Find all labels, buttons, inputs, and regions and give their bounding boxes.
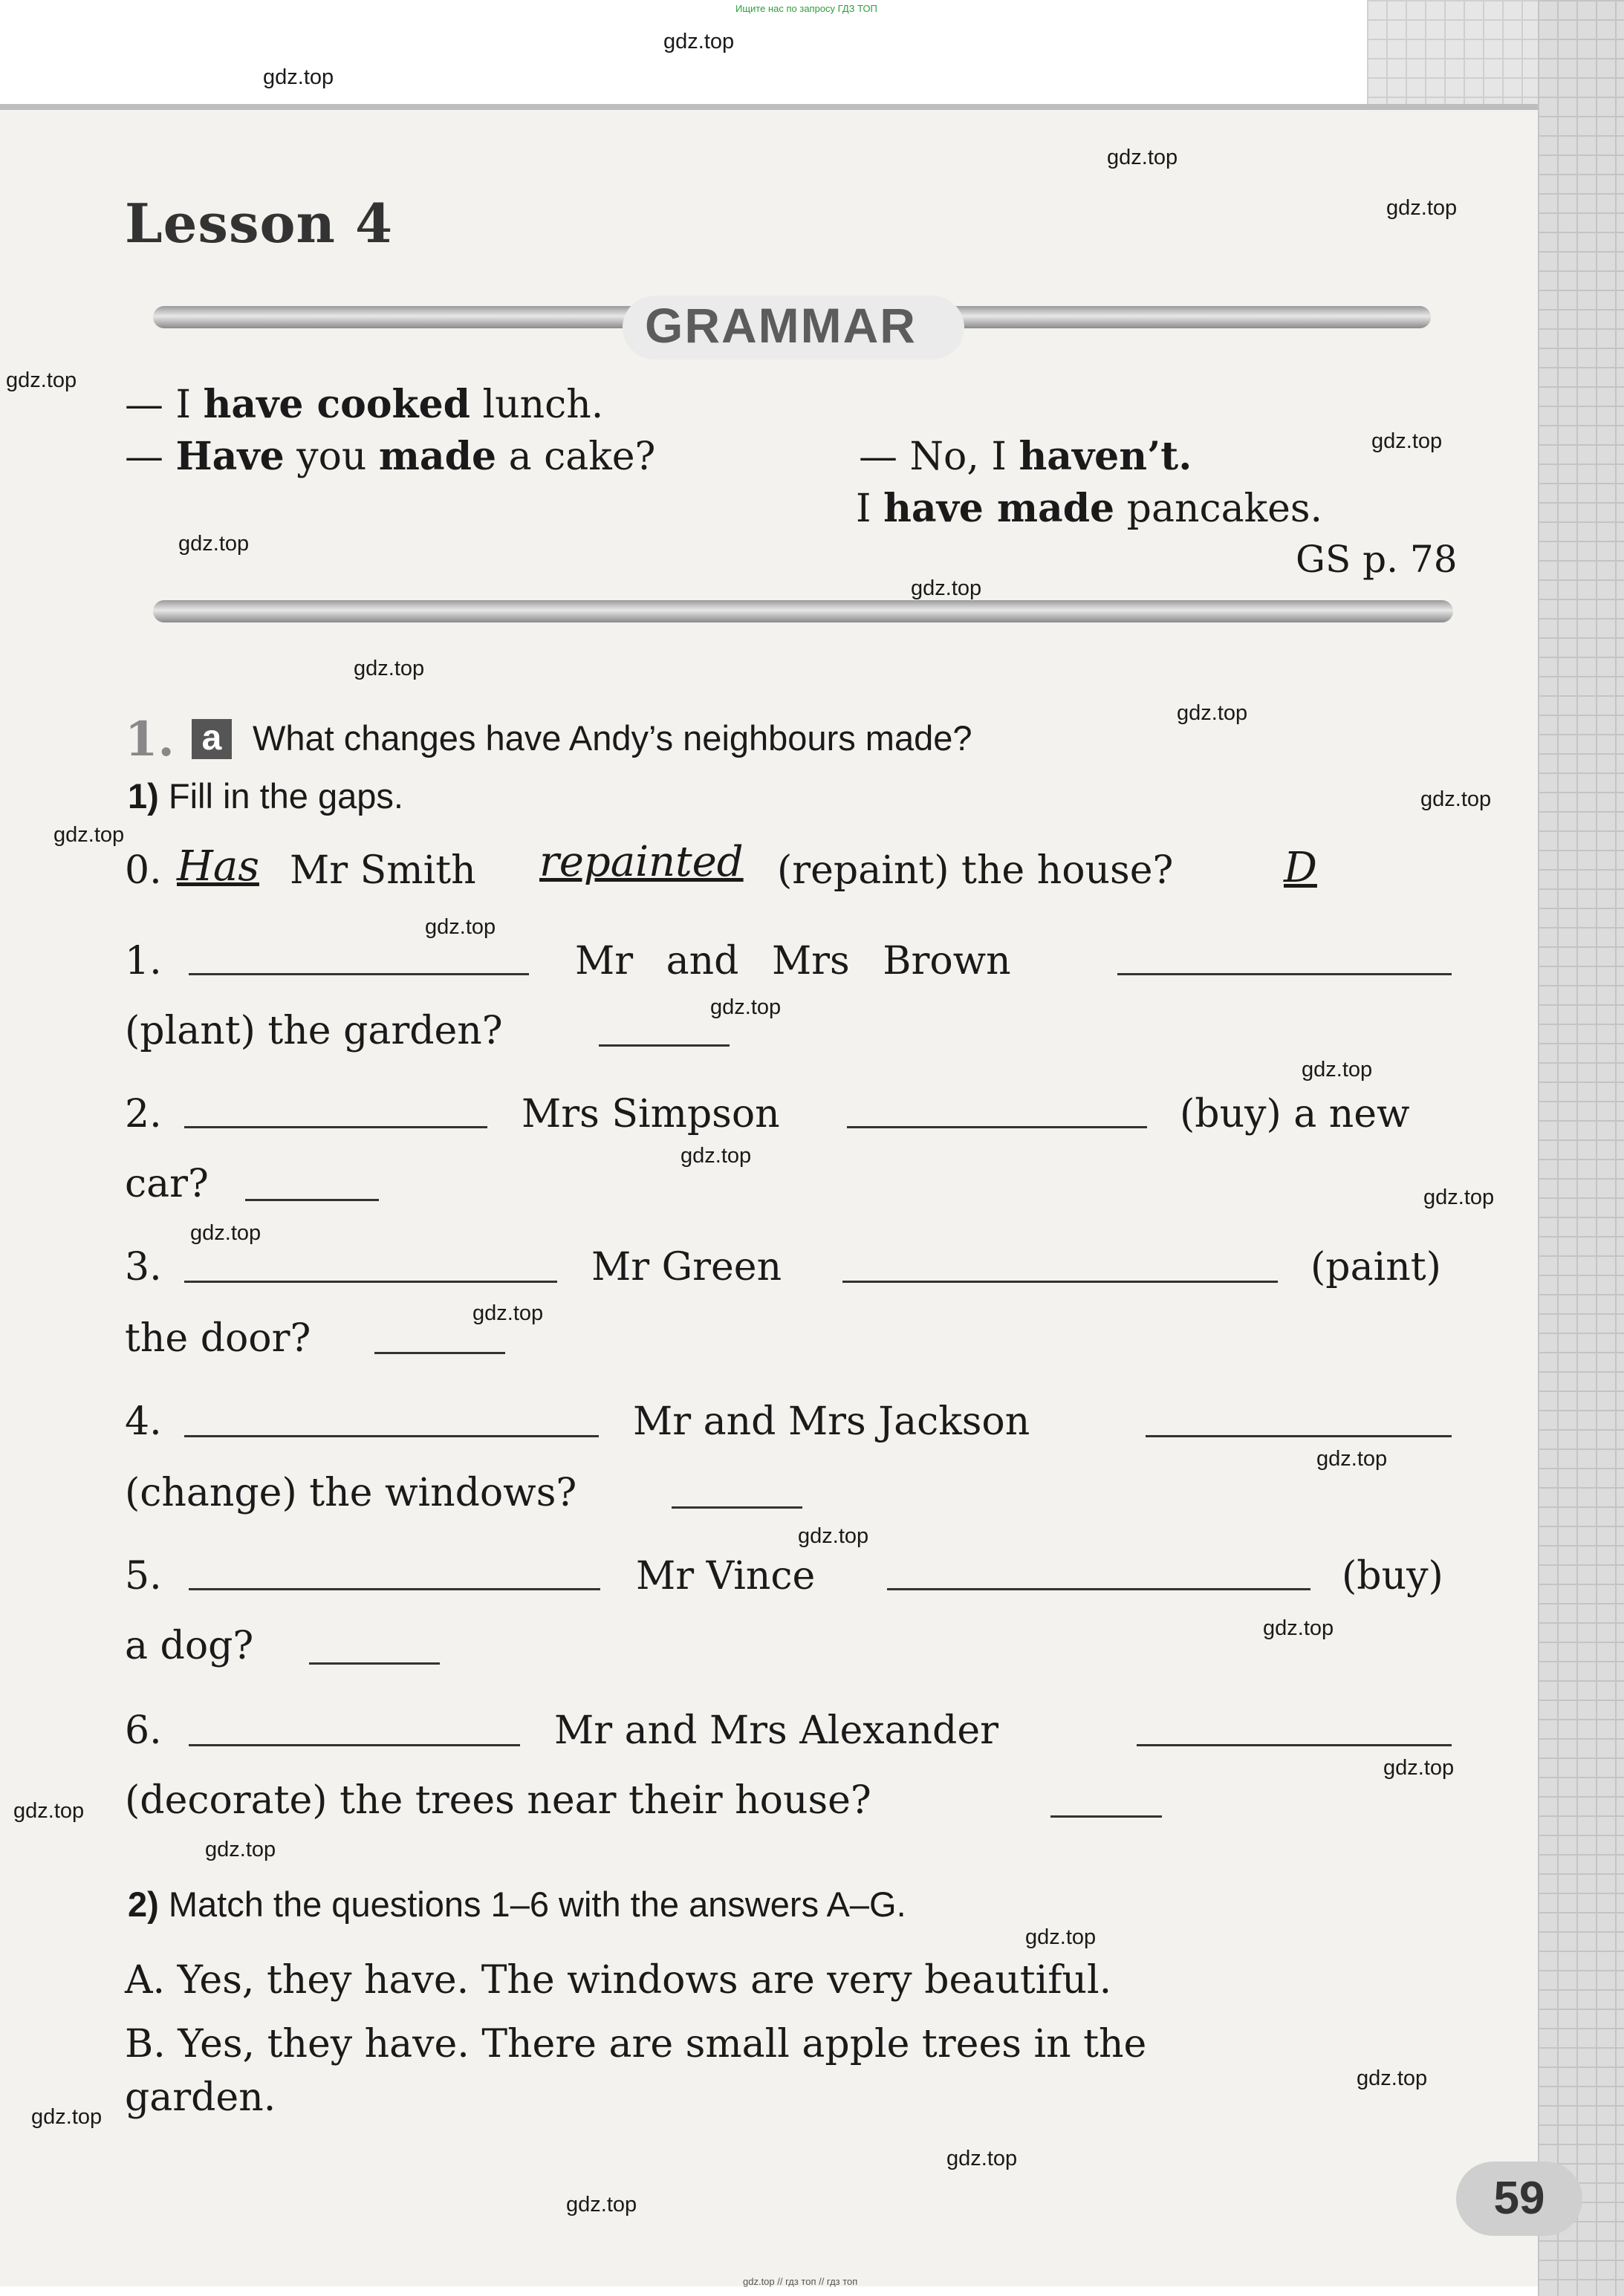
grammar-bar-bottom <box>153 600 1453 622</box>
letter-blank[interactable] <box>374 1352 505 1354</box>
top-banner: Ищите нас по запросу ГДЗ ТОП <box>735 3 877 14</box>
watermark: gdz.top <box>681 1144 752 1168</box>
short-answer: — No, I <box>859 435 1007 479</box>
answer-blank[interactable] <box>1117 973 1452 975</box>
grammar-example-1 <box>125 382 603 427</box>
watermark: gdz.top <box>566 2193 637 2217</box>
watermark: gdz.top <box>205 1838 276 1861</box>
answer-blank[interactable] <box>842 1281 1278 1283</box>
letter-blank[interactable] <box>245 1199 379 1201</box>
watermark: gdz.top <box>1107 146 1178 169</box>
answer-blank[interactable] <box>887 1588 1310 1590</box>
example-answer-has: Has <box>177 842 259 891</box>
watermark: gdz.top <box>1383 1756 1455 1780</box>
item-verb-hint: (buy) <box>1342 1554 1443 1599</box>
answer-blank[interactable] <box>189 1744 520 1746</box>
letter-blank[interactable] <box>309 1662 440 1665</box>
watermark: gdz.top <box>1420 787 1492 811</box>
watermark: gdz.top <box>1423 1186 1495 1209</box>
watermark: gdz.top <box>798 1524 869 1548</box>
item-number: 1. <box>125 939 162 983</box>
part1-number: 1) <box>128 776 159 816</box>
answer-blank[interactable] <box>1146 1435 1452 1437</box>
watermark: gdz.top <box>31 2105 103 2129</box>
pronoun: I <box>175 383 192 427</box>
dash: — <box>125 383 163 427</box>
lesson-title: Lesson 4 <box>125 192 394 255</box>
answer-blank[interactable] <box>184 1126 487 1128</box>
watermark: gdz.top <box>1302 1058 1373 1082</box>
side-grid-decoration <box>1538 0 1624 2296</box>
page-number: 59 <box>1493 2173 1545 2224</box>
verb-havent: haven’t. <box>1019 434 1192 479</box>
watermark: gdz.top <box>1371 429 1443 453</box>
item-verb-hint: (paint) <box>1310 1245 1441 1290</box>
item-subject: Mr Vince <box>636 1554 816 1599</box>
answer-blank[interactable] <box>184 1281 557 1283</box>
watermark: gdz.top <box>53 823 125 847</box>
verb-have: Have <box>175 434 285 479</box>
object: a cake? <box>508 435 656 479</box>
example-number: 0. <box>125 848 162 893</box>
pronoun: I <box>856 487 871 531</box>
object: lunch. <box>482 383 604 427</box>
answer-b: B. Yes, they have. There are small apple trees in the <box>125 2022 1147 2066</box>
writing-task-icon: a <box>192 719 232 759</box>
item-verb-hint: (change) the windows? <box>125 1471 577 1515</box>
answer-blank[interactable] <box>184 1435 599 1437</box>
item-number: 4. <box>125 1399 162 1444</box>
watermark: gdz.top <box>263 65 334 89</box>
dash: — <box>125 435 163 479</box>
item-subject: Mr and Mrs Alexander <box>554 1708 998 1753</box>
grammar-reference: GS p. 78 <box>1296 538 1458 581</box>
part2-instruction <box>128 1884 906 1925</box>
watermark: gdz.top <box>6 368 77 392</box>
part2-number: 2) <box>128 1884 159 1924</box>
item-subject: Mr Green <box>591 1245 782 1290</box>
answer-blank[interactable] <box>189 973 529 975</box>
watermark: gdz.top <box>663 30 735 53</box>
item-number: 2. <box>125 1092 162 1136</box>
part1-instruction <box>128 775 403 816</box>
watermark: gdz.top <box>911 576 982 600</box>
letter-blank[interactable] <box>1050 1815 1162 1818</box>
verb-form: have cooked <box>203 382 471 427</box>
item-continuation: a dog? <box>125 1624 254 1668</box>
item-number: 5. <box>125 1554 162 1599</box>
pronoun: you <box>296 435 367 479</box>
item-number: 6. <box>125 1708 162 1753</box>
watermark: gdz.top <box>1263 1616 1334 1640</box>
watermark: gdz.top <box>710 995 782 1019</box>
example-subject: Mr Smith <box>290 848 476 893</box>
verb-made: made <box>378 434 497 479</box>
grammar-label: GRAMMAR <box>645 298 917 353</box>
watermark: gdz.top <box>1316 1447 1388 1471</box>
part1-text: Fill in the gaps. <box>168 776 403 816</box>
part2-text: Match the questions 1–6 with the answers A–G. <box>168 1884 906 1924</box>
object: pancakes. <box>1126 487 1323 531</box>
exercise-number: 1. <box>125 712 175 767</box>
example-answer-verb: repainted <box>539 838 744 886</box>
watermark: gdz.top <box>190 1221 262 1245</box>
watermark: gdz.top <box>472 1301 544 1325</box>
item-verb-hint: (buy) a new <box>1180 1092 1410 1136</box>
watermark: gdz.top <box>178 532 250 556</box>
watermark: gdz.top <box>425 915 496 939</box>
grammar-example-3 <box>856 486 1322 531</box>
item-continuation: car? <box>125 1162 209 1206</box>
watermark: gdz.top <box>1177 701 1248 725</box>
watermark: gdz.top <box>354 657 425 680</box>
item-subject: Mr and Mrs Jackson <box>633 1399 1030 1444</box>
answer-b-continuation: garden. <box>125 2075 276 2120</box>
watermark: gdz.top <box>1025 1925 1097 1949</box>
letter-blank[interactable] <box>672 1506 802 1509</box>
answer-blank[interactable] <box>1137 1744 1452 1746</box>
footer-text: gdz.top // гдз топ // гдз топ <box>743 2276 858 2287</box>
example-answer-letter: D <box>1284 844 1317 892</box>
item-continuation: the door? <box>125 1316 311 1361</box>
watermark: gdz.top <box>1386 196 1458 220</box>
letter-blank[interactable] <box>599 1044 730 1047</box>
item-verb-hint: (plant) the garden? <box>125 1009 503 1053</box>
item-verb-hint: (decorate) the trees near their house? <box>125 1778 871 1823</box>
watermark: gdz.top <box>1357 2066 1428 2090</box>
watermark: gdz.top <box>946 2147 1018 2170</box>
item-number: 3. <box>125 1245 162 1290</box>
page-number-badge <box>1456 2162 1582 2236</box>
answer-blank[interactable] <box>189 1588 600 1590</box>
verb-form: have made <box>883 486 1115 531</box>
item-subject: Mr and Mrs Brown <box>575 939 1011 983</box>
answer-blank[interactable] <box>847 1126 1147 1128</box>
item-subject: Mrs Simpson <box>522 1092 780 1136</box>
top-grid-decoration <box>1367 0 1538 104</box>
exercise-title: What changes have Andy’s neighbours made? <box>253 718 972 758</box>
example-verb-hint: (repaint) the house? <box>777 848 1174 893</box>
answer-a: A. Yes, they have. The windows are very beautiful. <box>125 1958 1112 2003</box>
grammar-example-2-answer <box>859 434 1192 479</box>
watermark: gdz.top <box>13 1799 85 1823</box>
